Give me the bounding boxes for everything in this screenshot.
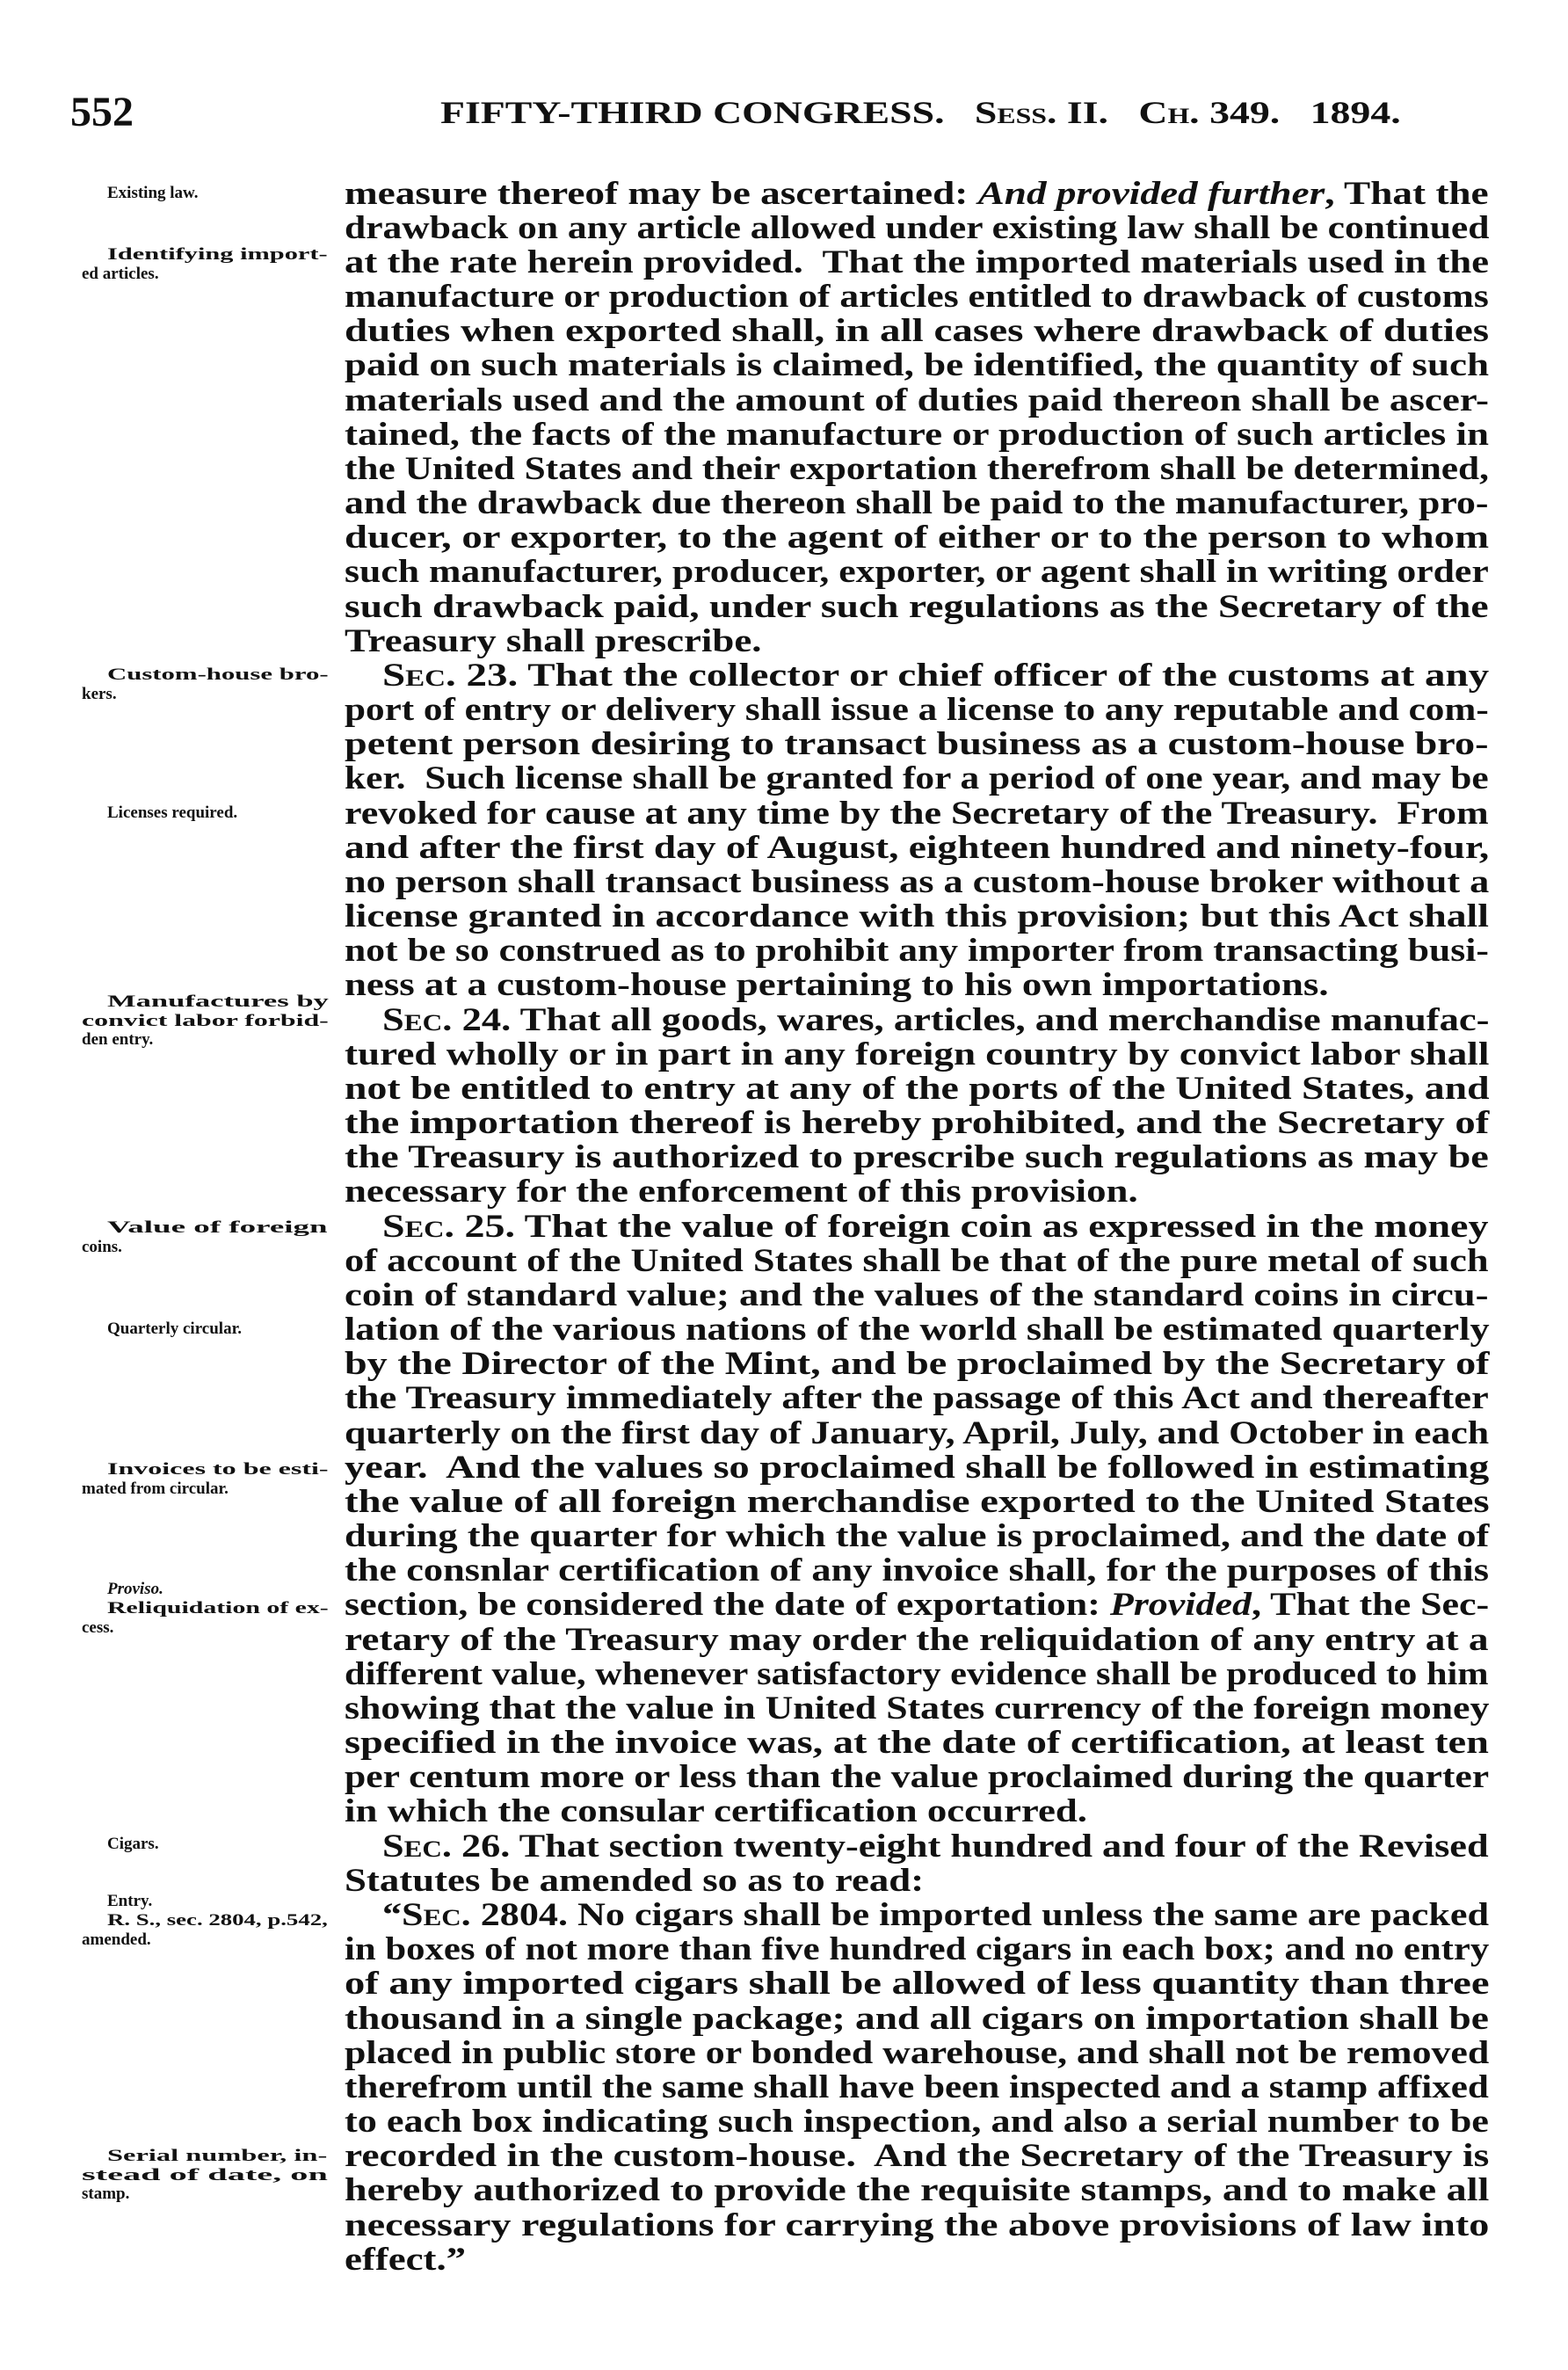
margin-note-line: ed articles. xyxy=(82,264,159,283)
text-line xyxy=(345,1276,1489,1313)
text-run: and the drawback due thereon shall be paid to the manufacturer, pro- xyxy=(345,485,1489,522)
text-run: petent person desiring to transact business as a custom-house bro- xyxy=(345,726,1489,763)
margin-note xyxy=(82,1835,328,1854)
margin-note-line: Licenses required. xyxy=(107,803,238,822)
margin-note-line: Reliquidation of ex- xyxy=(107,1599,329,1618)
margin-note xyxy=(82,1892,328,1911)
text-run: ker. Such license shall be granted for a period of one year, and may be xyxy=(345,760,1489,797)
text-line xyxy=(345,2206,1490,2243)
text-line xyxy=(345,1070,1490,1107)
text-run: specified in the invoice was, at the date of certification, at least ten xyxy=(345,1725,1489,1762)
margin-note-line: amended. xyxy=(82,1930,151,1949)
text-line xyxy=(345,1725,1489,1762)
text-line xyxy=(345,1759,1490,1796)
margin-note xyxy=(82,992,328,1050)
margin-note-line: den entry. xyxy=(82,1030,154,1049)
text-line xyxy=(382,1897,1490,1933)
header-title: FIFTY-THIRD CONGRESS. xyxy=(440,95,945,130)
margin-note xyxy=(82,1580,328,1599)
text-run: drawback on any article allowed under existing law shall be continued xyxy=(345,209,1490,246)
section-label: Sec. xyxy=(402,1897,471,1933)
text-run: and after the first day of August, eighteen hundred and ninety-four, xyxy=(345,829,1490,866)
text-line xyxy=(345,1931,1490,1968)
margin-note-line: Identifying import- xyxy=(107,245,328,264)
text-run: measure thereof may be ascertained: xyxy=(345,175,978,212)
text-run: 25. That the value of foreign coin as expressed in the money xyxy=(454,1208,1489,1245)
text-line xyxy=(345,588,1489,625)
text-line xyxy=(345,1793,1087,1830)
text-line xyxy=(345,2034,1490,2071)
text-line xyxy=(345,1587,1490,1624)
text-run: showing that the value in United States currency of the foreign money xyxy=(345,1690,1490,1727)
text-line xyxy=(345,1105,1490,1142)
text-line xyxy=(345,244,1490,280)
text-line xyxy=(345,1621,1489,1658)
page-number: 552 xyxy=(70,89,134,135)
margin-note-line: Serial number, in- xyxy=(107,2147,328,2165)
text-run: paid on such materials is claimed, be identified, the quantity of such xyxy=(345,347,1490,384)
margin-note-line: kers. xyxy=(82,684,117,703)
text-run: , That the xyxy=(1325,175,1489,212)
text-line xyxy=(345,2138,1490,2175)
margin-note-line: Invoices to be esti- xyxy=(107,1460,329,1479)
text-line xyxy=(345,1312,1490,1349)
text-line xyxy=(345,1655,1489,1692)
text-run: recorded in the custom-house. And the Secretary of the Treasury is xyxy=(345,2138,1490,2175)
margin-note xyxy=(82,803,328,823)
text-line xyxy=(345,347,1490,384)
text-line xyxy=(345,1483,1490,1520)
text-run: license granted in accordance with this provision; but this Act shall xyxy=(345,898,1489,935)
text-run: “ xyxy=(382,1897,403,1933)
text-run: therefrom until the same shall have been inspected and a stamp affixed xyxy=(345,2068,1489,2105)
text-run: not be so construed as to prohibit any importer from transacting busi- xyxy=(345,933,1489,970)
text-run: revoked for cause at any time by the Secretary of the Treasury. From xyxy=(345,795,1489,832)
text-line xyxy=(345,1552,1489,1589)
text-line xyxy=(382,1828,1489,1865)
text-run: Statutes be amended so as to read: xyxy=(345,1862,925,1899)
text-run: Treasury shall prescribe. xyxy=(345,622,762,659)
text-line xyxy=(345,967,1329,1004)
margin-note-line: convict labor forbid- xyxy=(82,1011,329,1030)
text-line xyxy=(345,1380,1489,1417)
margin-note xyxy=(82,2147,328,2204)
text-line xyxy=(345,2104,1489,2141)
margin-note-line: cess. xyxy=(82,1618,114,1637)
margin-note-line: R. S., sec. 2804, p.542, xyxy=(107,1911,328,1930)
margin-note xyxy=(82,665,328,703)
text-line xyxy=(345,760,1489,797)
text-run: of account of the United States shall be that of the pure metal of such xyxy=(345,1242,1489,1279)
italic-run: And provided further xyxy=(977,175,1325,212)
text-line xyxy=(345,450,1489,487)
text-run: necessary for the enforcement of this provision. xyxy=(345,1174,1138,1210)
text-line xyxy=(382,1001,1490,1038)
text-run: 24. That all goods, wares, articles, and merchandise manufac- xyxy=(452,1001,1490,1038)
margin-note-line: Cigars. xyxy=(107,1835,159,1853)
margin-note-line: stead of date, on xyxy=(82,2165,328,2185)
text-line xyxy=(345,2172,1490,2209)
text-run: such manufacturer, producer, exporter, or agent shall in writing order xyxy=(345,554,1489,591)
margin-note-line: coins. xyxy=(82,1237,122,1256)
margin-note xyxy=(82,184,328,203)
margin-note xyxy=(82,1460,328,1498)
text-line xyxy=(345,382,1490,418)
text-run: during the quarter for which the value is proclaimed, and the date of xyxy=(345,1518,1490,1555)
margin-note-line: Value of foreign xyxy=(107,1218,328,1237)
text-run: to each box indicating such inspection, and also a serial number to be xyxy=(345,2104,1489,2141)
text-run: 23. That the collector or chief officer of the customs at any xyxy=(455,657,1490,694)
header-year: 1894. xyxy=(1310,95,1401,130)
text-run: the Treasury immediately after the passage of this Act and thereafter xyxy=(345,1380,1489,1417)
text-line xyxy=(345,520,1490,556)
running-header xyxy=(440,97,1401,128)
text-line xyxy=(345,1518,1490,1555)
text-run: ness at a custom-house pertaining to his own importations. xyxy=(345,967,1329,1004)
text-line xyxy=(345,1449,1490,1486)
text-run: materials used and the amount of duties paid thereon shall be ascer- xyxy=(345,382,1490,418)
text-run: different value, whenever satisfactory evidence shall be produced to him xyxy=(345,1655,1489,1692)
text-run: no person shall transact business as a custom-house broker without a xyxy=(345,863,1490,900)
text-run: hereby authorized to provide the requisite stamps, and to make all xyxy=(345,2172,1490,2209)
text-run: year. And the values so proclaimed shall be followed in estimating xyxy=(345,1449,1490,1486)
margin-note-line: Manufactures by xyxy=(107,992,329,1011)
text-run: thousand in a single package; and all cigars on importation shall be xyxy=(345,2000,1489,2037)
text-line xyxy=(345,1174,1138,1210)
text-run: the consnlar certification of any invoice shall, for the purposes of this xyxy=(345,1552,1489,1589)
text-run: section, be considered the date of exportation: xyxy=(345,1587,1110,1624)
text-line xyxy=(345,1690,1490,1727)
text-run: the Treasury is authorized to prescribe such regulations as may be xyxy=(345,1139,1489,1176)
text-line xyxy=(345,898,1489,935)
margin-note-line: mated from circular. xyxy=(82,1479,229,1498)
text-line xyxy=(345,829,1490,866)
text-line xyxy=(345,2241,467,2278)
text-run: in boxes of not more than five hundred cigars in each box; and no entry xyxy=(345,1931,1490,1968)
margin-note-line: Entry. xyxy=(107,1892,153,1910)
text-line xyxy=(345,622,762,659)
text-run: , That the Sec- xyxy=(1251,1587,1490,1624)
text-run: manufacture or production of articles entitled to drawback of customs xyxy=(345,279,1489,315)
margin-note-line: Existing law. xyxy=(107,184,199,202)
text-line xyxy=(345,1036,1490,1072)
text-run: the United States and their exportation therefrom shall be determined, xyxy=(345,450,1489,487)
text-line xyxy=(345,692,1489,729)
text-run: lation of the various nations of the world shall be estimated quarterly xyxy=(345,1312,1490,1349)
text-line xyxy=(345,863,1490,900)
text-run: by the Director of the Mint, and be proclaimed by the Secretary of xyxy=(345,1346,1490,1383)
section-label: Sec. xyxy=(382,1208,454,1245)
text-run: tained, the facts of the manufacture or production of such articles in xyxy=(345,416,1489,453)
header-session: Sess. II. xyxy=(974,95,1109,130)
margin-note xyxy=(82,1599,328,1637)
text-run: placed in public store or bonded warehouse, and shall not be removed xyxy=(345,2034,1490,2071)
text-line xyxy=(345,485,1489,522)
text-line xyxy=(382,657,1490,694)
text-line xyxy=(345,1346,1490,1383)
text-run: the importation thereof is hereby prohibited, and the Secretary of xyxy=(345,1105,1490,1142)
text-run: quarterly on the first day of January, April, July, and October in each xyxy=(345,1414,1490,1451)
text-line xyxy=(345,1139,1489,1176)
text-run: 2804. No cigars shall be imported unless the same are packed xyxy=(470,1897,1490,1933)
text-run: effect.” xyxy=(345,2241,467,2278)
margin-note-line: stamp. xyxy=(82,2185,130,2203)
text-line xyxy=(345,2000,1489,2037)
text-run: in which the consular certification occurred. xyxy=(345,1793,1087,1830)
text-line xyxy=(345,1414,1490,1451)
text-line xyxy=(345,726,1489,763)
text-run: at the rate herein provided. That the imported materials used in the xyxy=(345,244,1490,280)
text-run: duties when exported shall, in all cases where drawback of duties xyxy=(345,313,1490,350)
text-line xyxy=(345,1966,1490,2003)
text-run: ducer, or exporter, to the agent of either or to the person to whom xyxy=(345,520,1490,556)
margin-note-line: Quarterly circular. xyxy=(107,1319,243,1338)
text-run: 26. That section twenty-eight hundred and four of the Revised xyxy=(451,1828,1489,1865)
text-run: of any imported cigars shall be allowed of less quantity than three xyxy=(345,1966,1490,2003)
italic-run: Provided xyxy=(1109,1587,1252,1624)
text-run: retary of the Treasury may order the reliquidation of any entry at a xyxy=(345,1621,1489,1658)
text-line xyxy=(345,554,1489,591)
text-run: coin of standard value; and the values of the standard coins in circu- xyxy=(345,1276,1489,1313)
margin-note-line: Proviso. xyxy=(107,1580,163,1598)
text-line xyxy=(345,175,1489,212)
margin-note-line: Custom-house bro- xyxy=(107,665,329,684)
text-run: port of entry or delivery shall issue a license to any reputable and com- xyxy=(345,692,1489,729)
margin-note xyxy=(82,1218,328,1256)
text-line xyxy=(345,795,1489,832)
text-line xyxy=(345,1862,925,1899)
text-line xyxy=(345,933,1489,970)
section-label: Sec. xyxy=(382,1001,453,1038)
text-run: necessary regulations for carrying the above provisions of law into xyxy=(345,2206,1490,2243)
margin-note xyxy=(82,1911,328,1949)
text-line xyxy=(345,313,1490,350)
header-chapter: Ch. 349. xyxy=(1138,95,1281,130)
text-line xyxy=(345,416,1489,453)
text-line xyxy=(345,279,1489,315)
margin-note xyxy=(82,245,328,283)
text-run: not be entitled to entry at any of the ports of the United States, and xyxy=(345,1070,1490,1107)
text-line xyxy=(345,2068,1489,2105)
text-run: tured wholly or in part in any foreign country by convict labor shall xyxy=(345,1036,1490,1072)
text-run: such drawback paid, under such regulations as the Secretary of the xyxy=(345,588,1489,625)
text-run: the value of all foreign merchandise exported to the United States xyxy=(345,1483,1490,1520)
section-label: Sec. xyxy=(382,1828,452,1865)
margin-note xyxy=(82,1319,328,1339)
text-line xyxy=(382,1208,1489,1245)
section-label: Sec. xyxy=(382,657,456,694)
text-run: per centum more or less than the value proclaimed during the quarter xyxy=(345,1759,1490,1796)
text-line xyxy=(345,1242,1489,1279)
text-line xyxy=(345,209,1490,246)
